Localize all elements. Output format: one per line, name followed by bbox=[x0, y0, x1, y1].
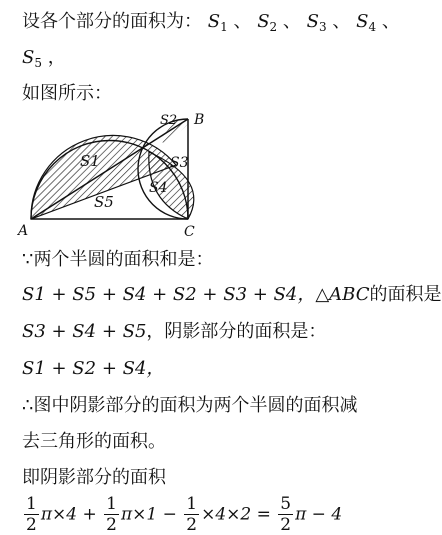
label-c: C bbox=[184, 224, 195, 240]
triangle-area-line bbox=[22, 320, 326, 344]
triangle-suffix: ，阴影部分的面积是： bbox=[146, 321, 327, 342]
because-line: ∵两个半圆的面积和是： bbox=[22, 249, 214, 270]
fraction: $\frac{5}{2}$ bbox=[280, 494, 292, 535]
sum-line bbox=[22, 283, 442, 307]
intro-prefix: 设各个部分的面积为： bbox=[22, 11, 202, 32]
separator: 、 bbox=[381, 11, 400, 32]
separator: 、 bbox=[332, 11, 351, 32]
geometry-figure bbox=[18, 110, 208, 238]
label-s4: S4 bbox=[149, 180, 168, 196]
term-s3: $S_3$ bbox=[306, 11, 327, 34]
therefore-line-2: 去三角形的面积。 bbox=[22, 431, 166, 452]
term-s1: $S_1$ bbox=[207, 11, 228, 34]
fraction: $\frac{1}{2}$ bbox=[186, 494, 198, 535]
intro-end: ， bbox=[47, 47, 66, 68]
label-s1: S1 bbox=[80, 152, 100, 170]
label-s2: S2 bbox=[160, 113, 178, 128]
intro-line bbox=[22, 10, 400, 39]
label-s3: S3 bbox=[170, 155, 189, 171]
fraction: $\frac{1}{2}$ bbox=[26, 494, 37, 535]
final-formula: $\frac{1}{2}$ π×4 + $\frac{1}{2}$ π×1 − $\frac{1}{2}$ ×4×2 = $\frac{5}{2}$ π − 4 bbox=[26, 494, 343, 535]
sum-suffix: 的面积是 bbox=[369, 284, 442, 305]
label-s5: S5 bbox=[94, 193, 114, 211]
label-b: B bbox=[194, 112, 205, 128]
therefore-line-1: ∴图中阴影部分的面积为两个半圆的面积减 bbox=[22, 395, 358, 416]
final-caption: 即阴影部分的面积 bbox=[22, 467, 166, 488]
separator: 、 bbox=[282, 11, 301, 32]
fraction: $\frac{1}{2}$ bbox=[106, 494, 117, 535]
term-s2: $S_2$ bbox=[257, 11, 278, 34]
intro-line-2 bbox=[22, 46, 66, 75]
term-s4: $S_4$ bbox=[356, 11, 377, 34]
term-s5: $S_5$ bbox=[22, 47, 42, 70]
sum-expression: S1 + S5 + S4 + S2 + S3 + S4 bbox=[22, 284, 298, 305]
figure-caption: 如图所示： bbox=[22, 83, 112, 104]
triangle-expression: S3 + S4 + S5 bbox=[22, 321, 147, 342]
label-a: A bbox=[18, 223, 29, 239]
triangle-name: ，△ABC bbox=[297, 284, 370, 305]
separator: 、 bbox=[233, 11, 252, 32]
shaded-expression: S1 + S2 + S4， bbox=[22, 358, 165, 379]
